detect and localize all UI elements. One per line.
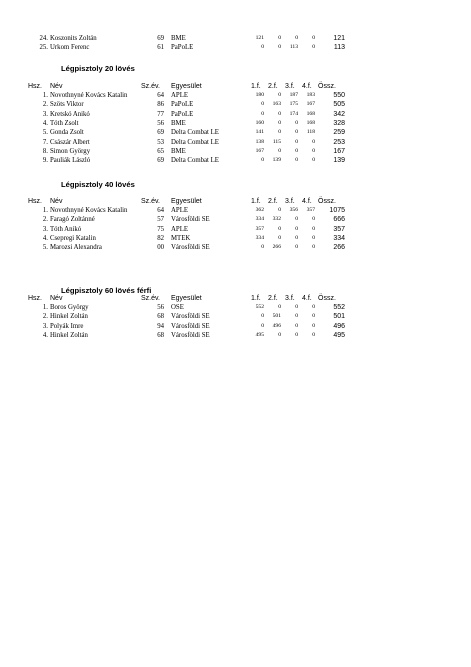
result-row bbox=[0, 43, 471, 52]
header-f1: 1.f. bbox=[251, 83, 261, 90]
birth-year-cell: 57 bbox=[157, 216, 164, 224]
score-3-cell: 0 bbox=[295, 157, 298, 164]
rank-cell: 4. bbox=[42, 119, 48, 127]
header-f4: 4.f. bbox=[302, 198, 312, 205]
score-1-cell: 334 bbox=[255, 216, 264, 223]
score-2-cell: 501 bbox=[272, 313, 281, 320]
total-cell: 552 bbox=[333, 304, 345, 311]
score-1-cell: 334 bbox=[255, 234, 264, 241]
score-2-cell: 332 bbox=[272, 216, 281, 223]
birth-year-cell: 65 bbox=[157, 147, 164, 155]
rank-cell: 25. bbox=[39, 44, 48, 52]
score-3-cell: 0 bbox=[295, 147, 298, 154]
header-year: Sz.év. bbox=[141, 83, 160, 90]
club-cell: Delta Combat LE bbox=[171, 138, 219, 146]
name-cell: Hinkel Zoltán bbox=[50, 331, 88, 339]
club-cell: Városföldi SE bbox=[171, 216, 210, 224]
club-cell: APLE bbox=[171, 225, 188, 233]
birth-year-cell: 75 bbox=[157, 225, 164, 233]
score-4-cell: 0 bbox=[312, 44, 315, 51]
score-4-cell: 168 bbox=[306, 110, 315, 117]
score-3-cell: 187 bbox=[289, 92, 298, 98]
score-4-cell: 167 bbox=[306, 101, 315, 108]
birth-year-cell: 82 bbox=[157, 234, 164, 242]
result-row bbox=[0, 100, 471, 109]
score-1-cell: 0 bbox=[261, 44, 264, 51]
rank-cell: 5. bbox=[42, 244, 48, 252]
score-1-cell: 0 bbox=[261, 101, 264, 108]
header-f1: 1.f. bbox=[251, 198, 261, 205]
total-cell: 495 bbox=[333, 331, 345, 339]
score-1-cell: 0 bbox=[261, 313, 264, 320]
score-3-cell: 0 bbox=[295, 35, 298, 41]
score-1-cell: 552 bbox=[255, 304, 264, 310]
birth-year-cell: 86 bbox=[157, 101, 164, 109]
result-row bbox=[0, 128, 471, 137]
score-3-cell: 174 bbox=[289, 110, 298, 117]
section-title: Légpisztoly 60 lövés férfi bbox=[61, 286, 152, 295]
name-cell: Marozsi Alexandra bbox=[50, 244, 102, 252]
name-cell: Szöts Viktor bbox=[50, 101, 84, 109]
club-cell: Városföldi SE bbox=[171, 244, 210, 252]
birth-year-cell: 56 bbox=[157, 304, 164, 311]
club-cell: PaPoLE bbox=[171, 101, 194, 109]
birth-year-cell: 61 bbox=[157, 44, 164, 52]
rank-cell: 4. bbox=[42, 234, 48, 242]
rank-cell: 8. bbox=[42, 147, 48, 155]
name-cell: Koszonits Zoltán bbox=[50, 35, 97, 42]
header-name: Név bbox=[50, 295, 63, 302]
name-cell: Tóth Zsolt bbox=[50, 119, 79, 127]
header-club: Egyesület bbox=[171, 83, 202, 90]
score-3-cell: 356 bbox=[289, 207, 298, 213]
total-cell: 266 bbox=[333, 244, 345, 252]
header-club: Egyesület bbox=[171, 295, 202, 302]
total-cell: 357 bbox=[333, 225, 345, 233]
total-cell: 328 bbox=[333, 119, 345, 127]
score-2-cell: 0 bbox=[278, 147, 281, 154]
total-cell: 259 bbox=[333, 129, 345, 137]
birth-year-cell: 64 bbox=[157, 207, 164, 214]
total-cell: 334 bbox=[333, 234, 345, 242]
score-2-cell: 0 bbox=[278, 234, 281, 241]
score-2-cell: 0 bbox=[278, 331, 281, 338]
total-cell: 550 bbox=[333, 92, 345, 99]
header-f3: 3.f. bbox=[285, 295, 295, 302]
score-1-cell: 0 bbox=[261, 244, 264, 251]
score-4-cell: 0 bbox=[312, 35, 315, 41]
result-row bbox=[0, 156, 471, 165]
score-3-cell: 113 bbox=[289, 44, 298, 51]
club-cell: PaPoLE bbox=[171, 44, 194, 52]
table-header bbox=[0, 197, 471, 206]
score-1-cell: 0 bbox=[261, 110, 264, 117]
birth-year-cell: 69 bbox=[157, 129, 164, 137]
header-club: Egyesület bbox=[171, 198, 202, 205]
birth-year-cell: 94 bbox=[157, 322, 164, 330]
total-cell: 121 bbox=[333, 35, 345, 42]
rank-cell: 1. bbox=[42, 92, 48, 99]
score-3-cell: 0 bbox=[295, 129, 298, 136]
score-1-cell: 362 bbox=[255, 207, 264, 213]
result-row bbox=[0, 331, 471, 340]
total-cell: 342 bbox=[333, 110, 345, 118]
club-cell: Delta Combat LE bbox=[171, 129, 219, 137]
header-f2: 2.f. bbox=[268, 198, 278, 205]
score-4-cell: 0 bbox=[312, 244, 315, 251]
score-4-cell: 0 bbox=[312, 304, 315, 310]
total-cell: 501 bbox=[333, 313, 345, 321]
table-header bbox=[0, 82, 471, 91]
score-2-cell: 0 bbox=[278, 110, 281, 117]
section-title: Légpisztoly 40 lövés bbox=[61, 180, 135, 189]
result-row bbox=[0, 110, 471, 119]
score-3-cell: 175 bbox=[289, 101, 298, 108]
score-2-cell: 0 bbox=[278, 119, 281, 126]
result-row bbox=[0, 138, 471, 147]
result-row bbox=[0, 243, 471, 252]
name-cell: Csepregi Katalin bbox=[50, 234, 96, 242]
result-row bbox=[0, 215, 471, 224]
score-3-cell: 0 bbox=[295, 331, 298, 338]
total-cell: 139 bbox=[333, 157, 345, 165]
rank-cell: 2. bbox=[42, 313, 48, 321]
score-4-cell: 0 bbox=[312, 331, 315, 338]
score-3-cell: 0 bbox=[295, 322, 298, 329]
score-4-cell: 118 bbox=[306, 129, 315, 136]
header-name: Név bbox=[50, 83, 63, 90]
rank-cell: 1. bbox=[42, 207, 48, 214]
birth-year-cell: 64 bbox=[157, 92, 164, 99]
score-1-cell: 495 bbox=[255, 331, 264, 338]
score-3-cell: 0 bbox=[295, 234, 298, 241]
score-4-cell: 0 bbox=[312, 313, 315, 320]
score-4-cell: 0 bbox=[312, 234, 315, 241]
club-cell: Városföldi SE bbox=[171, 331, 210, 339]
birth-year-cell: 56 bbox=[157, 119, 164, 127]
header-f1: 1.f. bbox=[251, 295, 261, 302]
club-cell: Delta Combat LE bbox=[171, 157, 219, 165]
result-row bbox=[0, 322, 471, 331]
rank-cell: 7. bbox=[42, 138, 48, 146]
club-cell: MTEK bbox=[171, 234, 191, 242]
club-cell: APLE bbox=[171, 207, 188, 214]
result-row bbox=[0, 206, 471, 215]
birth-year-cell: 68 bbox=[157, 313, 164, 321]
header-f2: 2.f. bbox=[268, 83, 278, 90]
score-3-cell: 0 bbox=[295, 304, 298, 310]
birth-year-cell: 53 bbox=[157, 138, 164, 146]
score-4-cell: 0 bbox=[312, 147, 315, 154]
score-1-cell: 138 bbox=[255, 138, 264, 145]
score-2-cell: 163 bbox=[272, 101, 281, 108]
score-3-cell: 0 bbox=[295, 138, 298, 145]
name-cell: Faragó Zoltánné bbox=[50, 216, 95, 224]
rank-cell: 3. bbox=[42, 225, 48, 233]
score-4-cell: 0 bbox=[312, 322, 315, 329]
total-cell: 505 bbox=[333, 101, 345, 109]
name-cell: Urkom Ferenc bbox=[50, 44, 90, 52]
name-cell: Gonda Zsolt bbox=[50, 129, 84, 137]
result-row bbox=[0, 225, 471, 234]
total-cell: 113 bbox=[333, 44, 345, 52]
score-3-cell: 0 bbox=[295, 244, 298, 251]
header-f3: 3.f. bbox=[285, 198, 295, 205]
score-2-cell: 0 bbox=[278, 304, 281, 310]
name-cell: Novothnyné Kovács Katalin bbox=[50, 207, 128, 214]
score-2-cell: 266 bbox=[272, 244, 281, 251]
total-cell: 167 bbox=[333, 147, 345, 155]
rank-cell: 2. bbox=[42, 101, 48, 109]
score-1-cell: 141 bbox=[255, 129, 264, 136]
club-cell: Városföldi SE bbox=[171, 313, 210, 321]
score-4-cell: 357 bbox=[306, 207, 315, 213]
score-2-cell: 0 bbox=[278, 44, 281, 51]
birth-year-cell: 77 bbox=[157, 110, 164, 118]
score-2-cell: 0 bbox=[278, 129, 281, 136]
score-1-cell: 160 bbox=[255, 119, 264, 126]
header-total: Össz. bbox=[318, 295, 336, 302]
header-f2: 2.f. bbox=[268, 295, 278, 302]
total-cell: 253 bbox=[333, 138, 345, 146]
name-cell: Tóth Anikó bbox=[50, 225, 82, 233]
score-1-cell: 167 bbox=[255, 147, 264, 154]
score-2-cell: 115 bbox=[272, 138, 281, 145]
score-3-cell: 0 bbox=[295, 119, 298, 126]
rank-cell: 5. bbox=[42, 129, 48, 137]
club-cell: OSE bbox=[171, 304, 184, 311]
birth-year-cell: 69 bbox=[157, 157, 164, 165]
result-row bbox=[0, 303, 471, 312]
header-num: Hsz. bbox=[28, 83, 42, 90]
rank-cell: 9. bbox=[42, 157, 48, 165]
rank-cell: 2. bbox=[42, 216, 48, 224]
result-row bbox=[0, 234, 471, 243]
birth-year-cell: 68 bbox=[157, 331, 164, 339]
header-num: Hsz. bbox=[28, 295, 42, 302]
header-name: Név bbox=[50, 198, 63, 205]
birth-year-cell: 69 bbox=[157, 35, 164, 42]
header-num: Hsz. bbox=[28, 198, 42, 205]
score-1-cell: 0 bbox=[261, 322, 264, 329]
result-row bbox=[0, 34, 471, 43]
club-cell: BME bbox=[171, 119, 186, 127]
club-cell: APLE bbox=[171, 92, 188, 99]
score-2-cell: 0 bbox=[278, 92, 281, 98]
score-3-cell: 0 bbox=[295, 225, 298, 232]
score-1-cell: 121 bbox=[255, 35, 264, 41]
rank-cell: 3. bbox=[42, 322, 48, 330]
rank-cell: 4. bbox=[42, 331, 48, 339]
name-cell: Boros György bbox=[50, 304, 89, 311]
score-1-cell: 357 bbox=[255, 225, 264, 232]
header-f3: 3.f. bbox=[285, 83, 295, 90]
name-cell: Kretskó Anikó bbox=[50, 110, 90, 118]
score-4-cell: 0 bbox=[312, 138, 315, 145]
result-row bbox=[0, 147, 471, 156]
name-cell: Hinkel Zoltán bbox=[50, 313, 88, 321]
name-cell: Simon György bbox=[50, 147, 91, 155]
score-1-cell: 0 bbox=[261, 157, 264, 164]
score-1-cell: 180 bbox=[255, 92, 264, 98]
rank-cell: 1. bbox=[42, 304, 48, 311]
name-cell: Császár Albert bbox=[50, 138, 90, 146]
score-4-cell: 0 bbox=[312, 225, 315, 232]
score-4-cell: 183 bbox=[306, 92, 315, 98]
name-cell: Pauliák László bbox=[50, 157, 91, 165]
header-total: Össz. bbox=[318, 198, 336, 205]
section-title: Légpisztoly 20 lövés bbox=[61, 64, 135, 73]
header-f4: 4.f. bbox=[302, 295, 312, 302]
club-cell: BME bbox=[171, 147, 186, 155]
score-2-cell: 139 bbox=[272, 157, 281, 164]
score-2-cell: 0 bbox=[278, 225, 281, 232]
table-header bbox=[0, 294, 471, 303]
rank-cell: 3. bbox=[42, 110, 48, 118]
header-year: Sz.év. bbox=[141, 198, 160, 205]
name-cell: Polyák Imre bbox=[50, 322, 84, 330]
total-cell: 666 bbox=[333, 216, 345, 224]
birth-year-cell: 00 bbox=[157, 244, 164, 252]
score-3-cell: 0 bbox=[295, 216, 298, 223]
score-2-cell: 0 bbox=[278, 35, 281, 41]
header-total: Össz. bbox=[318, 83, 336, 90]
header-f4: 4.f. bbox=[302, 83, 312, 90]
result-row bbox=[0, 119, 471, 128]
score-4-cell: 0 bbox=[312, 157, 315, 164]
rank-cell: 24. bbox=[39, 35, 48, 42]
score-2-cell: 496 bbox=[272, 322, 281, 329]
total-cell: 496 bbox=[333, 322, 345, 330]
club-cell: Városföldi SE bbox=[171, 322, 210, 330]
score-2-cell: 0 bbox=[278, 207, 281, 213]
score-3-cell: 0 bbox=[295, 313, 298, 320]
total-cell: 1075 bbox=[329, 207, 345, 214]
score-4-cell: 0 bbox=[312, 216, 315, 223]
name-cell: Novothnyné Kovács Katalin bbox=[50, 92, 128, 99]
result-row bbox=[0, 91, 471, 100]
score-4-cell: 168 bbox=[306, 119, 315, 126]
club-cell: PaPoLE bbox=[171, 110, 194, 118]
result-row bbox=[0, 312, 471, 321]
club-cell: BME bbox=[171, 35, 186, 42]
header-year: Sz.év. bbox=[141, 295, 160, 302]
